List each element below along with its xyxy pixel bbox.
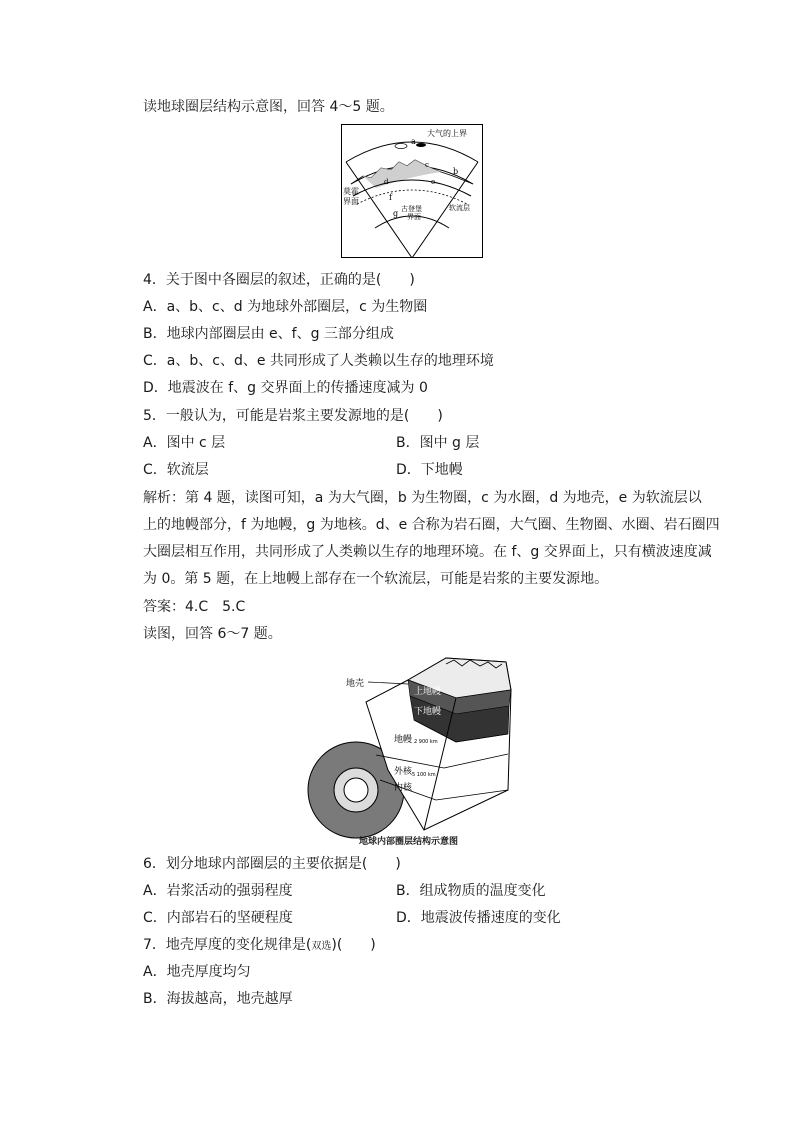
q6-option-a: A．岩浆活动的强弱程度 [143, 883, 293, 899]
label-f: f [389, 193, 392, 202]
q4-option-d: D．地震波在 f、g 交界面上的传播速度减为 0 [143, 380, 428, 396]
label-b: b [453, 167, 459, 176]
earth-spheres-diagram [341, 124, 483, 258]
q6-stem: 6．划分地球内部圈层的主要依据是( ) [143, 856, 401, 872]
label-e: e [431, 178, 436, 186]
analysis-line-2: 上的地幔部分，f 为地幔，g 为地核。d、e 合称为岩石圈，大气圈、生物圈、水圈、岩石圈四 [143, 517, 720, 533]
q6-option-c: C．内部岩石的坚硬程度 [143, 910, 293, 926]
label-g: g [393, 209, 399, 218]
label-outer-core: 外核 [394, 767, 413, 777]
label-d: d [384, 178, 389, 186]
answer-4-5: 答案：4.C 5.C [143, 599, 246, 615]
analysis-line-1: 解析：第 4 题，读图可知，a 为大气圈，b 为生物圈，c 为水圈，d 为地壳，e 为软流层以 [143, 490, 702, 506]
earth-interior-diagram [296, 650, 521, 840]
q7-stem-pre: 7．地壳厚度的变化规律是( [143, 937, 312, 953]
label-mantle: 地幔 [394, 735, 413, 745]
q5-option-a: A．图中 c 层 [143, 435, 226, 451]
label-moho-1: 莫霍 [343, 187, 359, 196]
analysis-line-3: 大圈层相互作用，共同形成了人类赖以生存的地理环境。在 f、g 交界面上，只有横波速度减 [143, 544, 712, 560]
q6-option-d: D．地震波传播速度的变化 [396, 910, 561, 926]
intro-text-2: 读图，回答 6～7 题。 [143, 626, 282, 642]
q5-option-d: D．下地幔 [396, 462, 463, 478]
label-crust: 地壳 [346, 679, 365, 689]
q7-stem-post: )( ) [331, 937, 376, 953]
q7-double-choice-tag: 双选 [311, 941, 332, 952]
q5-option-c: C．软流层 [143, 462, 209, 478]
q4-option-c: C．a、b、c、d、e 共同形成了人类赖以生存的地理环境 [143, 353, 494, 369]
q4-option-b: B．地球内部圈层由 e、f、g 三部分组成 [143, 326, 394, 342]
q7-option-b: B．海拔越高，地壳越厚 [143, 991, 293, 1007]
label-moho-2: 界面 [343, 197, 359, 206]
figure-2-caption: 地球内部圈层结构示意图 [358, 837, 458, 847]
label-lower-mantle: 下地幔 [414, 707, 442, 717]
label-asthenosphere: 软流层 [449, 204, 470, 212]
label-c: c [425, 161, 429, 169]
label-a: a [411, 137, 416, 146]
q4-stem: 4．关于图中各圈层的叙述，正确的是( ) [143, 272, 415, 288]
label-depth-2900: 2 900 km [414, 739, 438, 745]
label-upper-mantle: 上地幔 [414, 687, 442, 697]
label-gutenberg-2: 界面 [407, 213, 421, 221]
q5-stem: 5．一般认为，可能是岩浆主要发源地的是( ) [143, 408, 443, 424]
label-inner-core: 内核 [394, 783, 413, 793]
q6-option-b: B．组成物质的温度变化 [396, 883, 546, 899]
label-atmosphere-top: 大气的上界 [427, 129, 467, 138]
q7-stem [143, 935, 376, 957]
q5-option-b: B．图中 g 层 [396, 435, 480, 451]
q7-option-a: A．地壳厚度均匀 [143, 964, 251, 980]
analysis-line-4: 为 0。第 5 题，在上地幔上部存在一个软流层，可能是岩浆的主要发源地。 [143, 571, 609, 587]
label-gutenberg-1: 古登堡 [401, 205, 422, 213]
intro-text-1: 读地球圈层结构示意图，回答 4～5 题。 [143, 99, 394, 115]
label-depth-5100: 5 100 km [412, 772, 436, 778]
q4-option-a: A．a、b、c、d 为地球外部圈层，c 为生物圈 [143, 299, 428, 315]
